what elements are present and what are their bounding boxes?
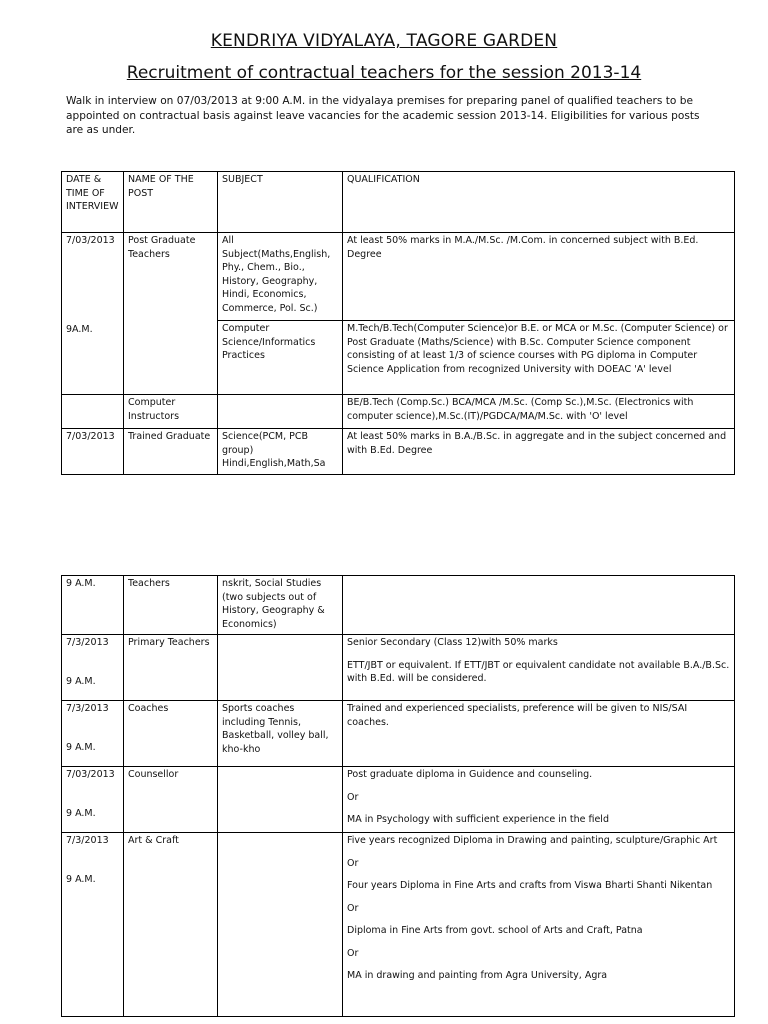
coach-date-time-cell	[62, 701, 124, 767]
coach-subject: Sports coaches including Tennis, Basketball, volley ball, kho-kho	[218, 701, 343, 767]
prt-qual-b: ETT/JBT or equivalent. If ETT/JBT or equivalent candidate not available B.A./B.Sc. with B.Ed. will be considered.	[347, 659, 730, 684]
counsellor-or: Or	[347, 791, 359, 803]
pgt-qualification-cs: M.Tech/B.Tech(Computer Science)or B.E. or MCA or M.Sc. (Computer Science) or Post Graduate (Maths/Science) with B.Sc. Computer Science component consisting of at least 1/3 of science courses with PG diploma in Computer Science Application from recognized University with DOEAC 'A' level	[343, 321, 735, 395]
pgt-qualification-all: At least 50% marks in M.A./M.Sc. /M.Com. in concerned subject with B.Ed. Degree	[343, 233, 735, 321]
art-post: Art & Craft	[124, 833, 218, 1017]
ci-subject	[218, 395, 343, 429]
art-or-3: Or	[347, 947, 359, 959]
header-date-time: DATE & TIME OF INTERVIEW	[62, 172, 124, 233]
counsellor-qual-b: MA in Psychology with sufficient experience in the field	[347, 814, 609, 825]
art-subject	[218, 833, 343, 1017]
table-row-tgt-continued	[62, 576, 735, 635]
art-qual-b: Four years Diploma in Fine Arts and crafts from Viswa Bharti Shanti Nikentan	[347, 880, 713, 891]
tgt-cont-time: 9 A.M.	[62, 576, 124, 635]
art-or-2: Or	[347, 902, 359, 914]
table-row-tgt	[62, 429, 735, 475]
tgt-qualification: At least 50% marks in B.A./B.Sc. in aggregate and in the subject concerned and with B.Ed. Degree	[343, 429, 735, 475]
table-row-coaches	[62, 701, 735, 767]
art-qual-c: Diploma in Fine Arts from govt. school of Arts and Craft, Patna	[347, 925, 643, 936]
prt-qual-a: Senior Secondary (Class 12)with 50% marks	[347, 637, 558, 648]
table-row-primary	[62, 635, 735, 701]
table-row-art-craft	[62, 833, 735, 1017]
header-qualification: QUALIFICATION	[343, 172, 735, 233]
ci-date-time	[62, 395, 124, 429]
intro-paragraph: Walk in interview on 07/03/2013 at 9:00 A.M. in the vidyalaya premises for preparing panel of qualified teachers to be appointed on contractual basis against leave vacancies for the academic session 2013-14. Eligibilities for various posts are as under.	[66, 95, 700, 137]
counsellor-qual-a: Post graduate diploma in Guidence and counseling.	[347, 769, 593, 780]
prt-subject	[218, 635, 343, 701]
coach-time: 9 A.M.	[66, 741, 96, 753]
recruitment-table-part1	[61, 171, 735, 475]
tgt-cont-subject: nskrit, Social Studies (two subjects out of History, Geography & Economics)	[218, 576, 343, 635]
ci-post: Computer Instructors	[124, 395, 218, 429]
pgt-subject-all: All Subject(Maths,English, Phy., Chem., Bio., History, Geography, Hindi, Economics, Commerce, Pol. Sc.)	[218, 233, 343, 321]
art-time: 9 A.M.	[66, 873, 96, 885]
tgt-cont-post: Teachers	[124, 576, 218, 635]
pgt-time: 9A.M.	[66, 323, 93, 335]
counsellor-date-time-cell	[62, 767, 124, 833]
counsellor-time: 9 A.M.	[66, 807, 96, 819]
art-qual-d: MA in drawing and painting from Agra University, Agra	[347, 970, 608, 981]
art-date-time-cell	[62, 833, 124, 1017]
prt-qualification	[343, 635, 735, 701]
tgt-date: 7/03/2013	[62, 429, 124, 475]
tgt-subject: Science(PCM, PCB group) Hindi,English,Math,Sa	[218, 429, 343, 475]
tgt-post: Trained Graduate	[124, 429, 218, 475]
art-or-1: Or	[347, 857, 359, 869]
pgt-subject-cs: Computer Science/Informatics Practices	[218, 321, 343, 395]
tgt-cont-qualification	[343, 576, 735, 635]
table-row-pgt	[62, 233, 735, 321]
table-row-counsellor	[62, 767, 735, 833]
ci-qualification: BE/B.Tech (Comp.Sc.) BCA/MCA /M.Sc. (Comp Sc.),M.Sc. (Electronics with computer science),M.Sc.(IT)/PGDCA/MA/M.Sc. with 'O' level	[343, 395, 735, 429]
prt-time: 9 A.M.	[66, 675, 96, 687]
counsellor-subject	[218, 767, 343, 833]
prt-post: Primary Teachers	[124, 635, 218, 701]
table-header-row	[62, 172, 735, 233]
pgt-post: Post Graduate Teachers	[124, 233, 218, 395]
counsellor-post: Counsellor	[124, 767, 218, 833]
header-subject: SUBJECT	[218, 172, 343, 233]
pgt-date: 7/03/2013	[66, 235, 115, 246]
school-name: KENDRIYA VIDYALAYA, TAGORE GARDEN	[210, 31, 558, 51]
art-qual-a: Five years recognized Diploma in Drawing and painting, sculpture/Graphic Art	[347, 835, 718, 846]
recruitment-table-part2	[61, 575, 735, 1017]
coach-post: Coaches	[124, 701, 218, 767]
document-title: Recruitment of contractual teachers for the session 2013-14	[126, 63, 642, 83]
art-date: 7/3/2013	[66, 835, 109, 846]
prt-date-time-cell	[62, 635, 124, 701]
pgt-date-time-cell	[62, 233, 124, 395]
counsellor-date: 7/03/2013	[66, 769, 115, 780]
prt-date: 7/3/2013	[66, 637, 109, 648]
art-qualification	[343, 833, 735, 1017]
coach-qualification: Trained and experienced specialists, preference will be given to NIS/SAI coaches.	[343, 701, 735, 767]
header-post: NAME OF THE POST	[124, 172, 218, 233]
table-row-computer-instructor	[62, 395, 735, 429]
coach-date: 7/3/2013	[66, 703, 109, 714]
counsellor-qualification	[343, 767, 735, 833]
